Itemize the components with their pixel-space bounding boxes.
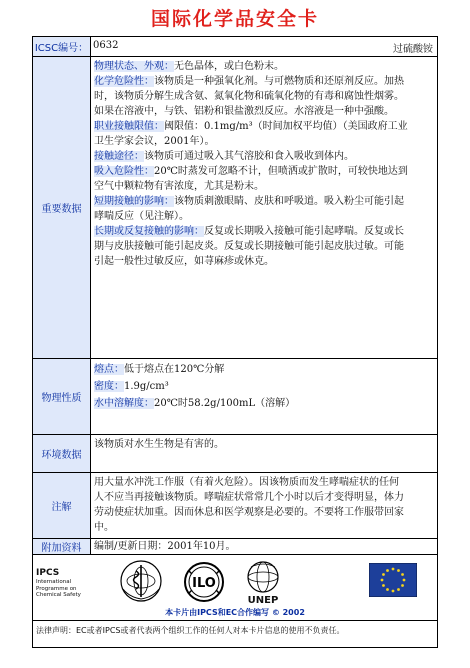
legal-row xyxy=(33,621,437,647)
important-text: 期与皮肤接触可能引起皮炎。反复或长期接触可能引起皮肤过敏。可能 xyxy=(94,241,404,252)
important-line xyxy=(91,149,437,164)
eu-star xyxy=(401,584,404,587)
important-line xyxy=(91,89,437,104)
important-text: 如果在溶液中，与铁、铝粉和银盐激烈反应。水溶液是一种中强酸。 xyxy=(94,106,394,117)
physical-properties-content xyxy=(91,359,437,434)
notes-label: 注解 xyxy=(33,473,91,538)
unep-label: UNEP xyxy=(247,595,279,606)
important-text: 无色晶体，或白色粉末。 xyxy=(174,61,284,72)
important-text: 该物质可通过吸入其气溶胶和食入吸收到体内。 xyxy=(144,151,354,162)
important-heading: 吸入危险性： xyxy=(94,166,154,177)
environment-label: 环境数据 xyxy=(33,435,91,472)
svg-text:ILO: ILO xyxy=(192,576,216,591)
important-text: 哮喘反应（见注解）。 xyxy=(94,211,189,222)
physical-properties-row xyxy=(33,359,437,435)
important-line xyxy=(91,74,437,89)
important-text: 引起一般性过敏反应，如荨麻疹或休克。 xyxy=(94,256,274,267)
physical-line xyxy=(91,361,437,378)
important-heading: 长期或反复接触的影响： xyxy=(94,226,204,237)
eu-star xyxy=(382,573,385,576)
physical-line xyxy=(91,378,437,395)
logos-row xyxy=(33,555,437,621)
important-text: 20℃时蒸发可忽略不计，但喷洒或扩散时，可较快地达到 xyxy=(154,166,408,177)
additional-label: 附加资料 xyxy=(33,539,91,554)
chemical-name: 过硫酸铵 xyxy=(393,44,433,55)
eu-star xyxy=(381,579,384,582)
important-line xyxy=(91,164,437,179)
unep-emblem-icon xyxy=(241,559,285,595)
ipcs-line-2: Programme on xyxy=(36,585,77,592)
important-line xyxy=(91,254,437,269)
important-heading: 化学危险性： xyxy=(94,76,154,87)
environment-row xyxy=(33,435,437,473)
ipcs-line-3: Chemical Safety xyxy=(36,592,81,598)
icsc-label: ICSC编号： xyxy=(33,37,91,56)
additional-row xyxy=(33,539,437,555)
important-data-label: 重要数据 xyxy=(33,57,91,358)
important-line xyxy=(91,239,437,254)
notes-line: 人不应当再接触该物质。哮喘症状常常几个小时以后才变得明显，体力 xyxy=(94,492,404,503)
important-heading: 职业接触限值： xyxy=(94,121,164,132)
eu-star xyxy=(397,569,400,572)
ipcs-abbr: IPCS xyxy=(36,568,60,578)
important-text: 时，该物质分解生成含氨、氮氧化物和硫氧化物的有毒和腐蚀性烟雾。 xyxy=(94,91,404,102)
eu-star xyxy=(397,588,400,591)
notes-line: 用大量水冲洗工作服（有着火危险）。因该物质而发生哮喘症状的任何 xyxy=(94,477,399,488)
important-text: 空气中颗粒物有害浓度，尤其是粉末。 xyxy=(94,181,264,192)
card-frame xyxy=(32,36,438,648)
eu-star xyxy=(386,588,389,591)
important-line xyxy=(91,224,437,239)
eu-star xyxy=(386,569,389,572)
important-text: 卫生学家会议，2001年）。 xyxy=(94,136,215,147)
additional-text: 编制/更新日期：2001年10月。 xyxy=(94,541,236,552)
icsc-number: 0632 xyxy=(93,40,119,51)
ilo-emblem-icon xyxy=(183,561,225,603)
legal-statement: 法律声明：EC或者IPCS或者代表两个组织工作的任何人对本卡片信息的使用不负责任。 xyxy=(36,626,345,635)
important-heading: 短期接触的影响： xyxy=(94,196,174,207)
important-line xyxy=(91,59,437,74)
physical-text: 1.9g/cm³ xyxy=(124,381,169,392)
important-text: 阈限值：0.1mg/m³（时间加权平均值）（美国政府工业 xyxy=(164,121,408,132)
physical-text: 20℃时58.2g/100mL（溶解） xyxy=(154,398,296,409)
eu-star xyxy=(401,573,404,576)
notes-content xyxy=(91,473,437,538)
important-text: 该物质刺激眼睛、皮肤和呼吸道。吸入粉尘可能引起 xyxy=(174,196,404,207)
important-heading: 接触途径： xyxy=(94,151,144,162)
important-line xyxy=(91,104,437,119)
important-heading: 物理状态、外观： xyxy=(94,61,174,72)
eu-flag-icon xyxy=(369,563,417,597)
physical-heading: 熔点： xyxy=(94,364,124,375)
important-line xyxy=(91,209,437,224)
ipcs-line-1: International xyxy=(36,579,72,585)
eu-star xyxy=(392,568,395,571)
important-line xyxy=(91,119,437,134)
physical-properties-label: 物理性质 xyxy=(33,359,91,434)
important-line xyxy=(91,134,437,149)
notes-line: 中。 xyxy=(94,522,114,533)
physical-line xyxy=(91,395,437,412)
important-text: 该物质是一种强氧化剂。与可燃物质和还原剂反应。加热 xyxy=(154,76,404,87)
important-line xyxy=(91,179,437,194)
important-data-row xyxy=(33,57,437,359)
physical-heading: 水中溶解度： xyxy=(94,398,154,409)
header-row xyxy=(33,37,437,57)
physical-text: 低于熔点在120℃分解 xyxy=(124,364,225,375)
notes-line: 劳动使症状加重。因而休息和医学观察是必要的。不要将工作服带回家 xyxy=(94,507,404,518)
notes-row xyxy=(33,473,437,539)
important-line xyxy=(91,194,437,209)
important-text: 反复或长期吸入接触可能引起哮喘。反复或长 xyxy=(204,226,404,237)
physical-heading: 密度： xyxy=(94,381,124,392)
ipcs-logo xyxy=(36,560,96,599)
eu-star xyxy=(382,584,385,587)
eu-star xyxy=(403,579,406,582)
card-title: 国际化学品安全卡 xyxy=(150,8,319,30)
environment-text: 该物质对水生生物是有害的。 xyxy=(94,439,224,450)
credit-line: 本卡片由IPCS和EC合作编写 © 2002 xyxy=(165,608,305,617)
important-data-content xyxy=(91,57,437,358)
who-emblem-icon xyxy=(119,559,163,603)
eu-star xyxy=(392,590,395,593)
